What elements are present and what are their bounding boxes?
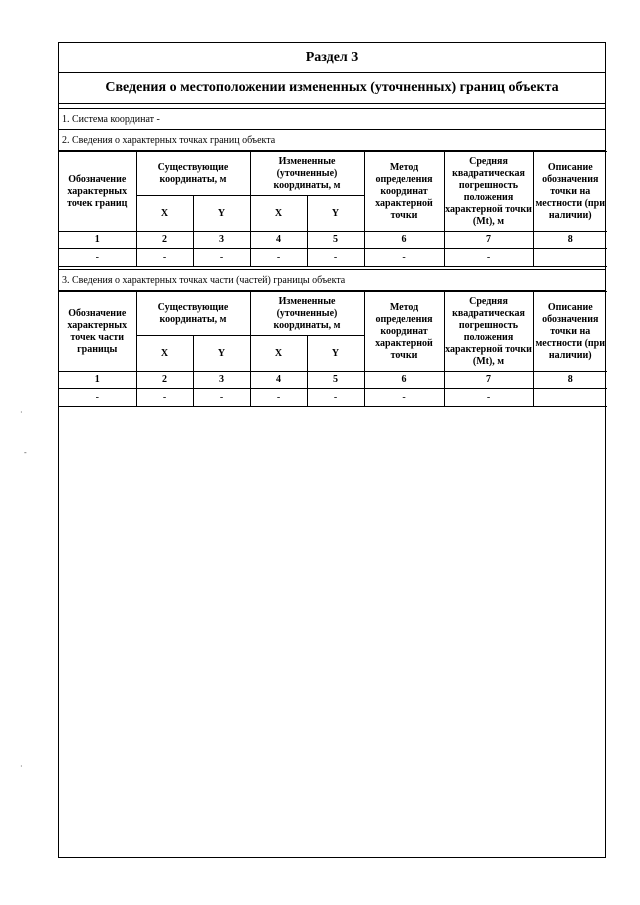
col-error: Средняя квадратическая погрешность положения характерной точки (Mt), м	[444, 292, 533, 372]
table-cell: -	[136, 389, 193, 407]
table-points-boundary	[59, 151, 607, 267]
coordinate-system-line: 1. Система координат -	[59, 109, 605, 130]
column-number: 3	[193, 372, 250, 389]
table-cell: -	[307, 249, 364, 267]
table-cell	[533, 389, 607, 407]
column-number: 2	[136, 372, 193, 389]
table-points-boundary-parts	[59, 291, 607, 407]
column-number: 4	[250, 372, 307, 389]
column-number: 1	[59, 232, 136, 249]
column-number: 5	[307, 372, 364, 389]
column-number-row	[59, 232, 607, 249]
column-number: 8	[533, 372, 607, 389]
table1-caption: 2. Сведения о характерных точках границ объекта	[59, 130, 605, 151]
col-method: Метод определения координат характерной точки	[364, 292, 444, 372]
table-cell: -	[364, 249, 444, 267]
col-error: Средняя квадратическая погрешность положения характерной точки (Mt), м	[444, 152, 533, 232]
col-existing-coords: Существующие координаты, м	[136, 292, 250, 336]
col-changed-x: X	[250, 336, 307, 372]
col-changed-x: X	[250, 196, 307, 232]
col-existing-x: X	[136, 336, 193, 372]
table-cell: -	[193, 249, 250, 267]
column-number-row	[59, 372, 607, 389]
section-subtitle: Сведения о местоположении измененных (уточненных) границ объекта	[59, 73, 605, 104]
table-cell	[533, 249, 607, 267]
section-title: Раздел 3	[59, 43, 605, 73]
col-point-designation: Обозначение характерных точек границ	[59, 152, 136, 232]
column-number: 4	[250, 232, 307, 249]
col-existing-y: Y	[193, 336, 250, 372]
col-changed-y: Y	[307, 196, 364, 232]
table-cell: -	[136, 249, 193, 267]
col-point-designation: Обозначение характерных точек части границы	[59, 292, 136, 372]
table-cell: -	[59, 249, 136, 267]
table-row	[59, 389, 607, 407]
scan-speck: -	[24, 448, 27, 457]
col-existing-coords: Существующие координаты, м	[136, 152, 250, 196]
col-existing-x: X	[136, 196, 193, 232]
table-cell: -	[307, 389, 364, 407]
column-number: 8	[533, 232, 607, 249]
col-changed-coords: Измененные (уточненные) координаты, м	[250, 152, 364, 196]
col-method: Метод определения координат характерной точки	[364, 152, 444, 232]
column-number: 7	[444, 372, 533, 389]
column-number: 3	[193, 232, 250, 249]
table-cell: -	[193, 389, 250, 407]
table-cell: -	[444, 389, 533, 407]
col-description: Описание обозначения точки на местности (при наличии)	[533, 152, 607, 232]
column-number: 1	[59, 372, 136, 389]
table-cell: -	[59, 389, 136, 407]
column-number: 5	[307, 232, 364, 249]
table2-caption: 3. Сведения о характерных точках части (частей) границы объекта	[59, 270, 605, 291]
col-existing-y: Y	[193, 196, 250, 232]
table-cell: -	[250, 249, 307, 267]
scan-speck: ·	[20, 408, 23, 417]
table-cell: -	[364, 389, 444, 407]
column-number: 6	[364, 232, 444, 249]
table-cell: -	[444, 249, 533, 267]
table-cell: -	[250, 389, 307, 407]
table-row	[59, 249, 607, 267]
col-description: Описание обозначения точки на местности (при наличии)	[533, 292, 607, 372]
column-number: 7	[444, 232, 533, 249]
col-changed-coords: Измененные (уточненные) координаты, м	[250, 292, 364, 336]
column-number: 6	[364, 372, 444, 389]
document-frame	[58, 42, 606, 858]
col-changed-y: Y	[307, 336, 364, 372]
scan-speck: ·	[20, 762, 23, 771]
column-number: 2	[136, 232, 193, 249]
